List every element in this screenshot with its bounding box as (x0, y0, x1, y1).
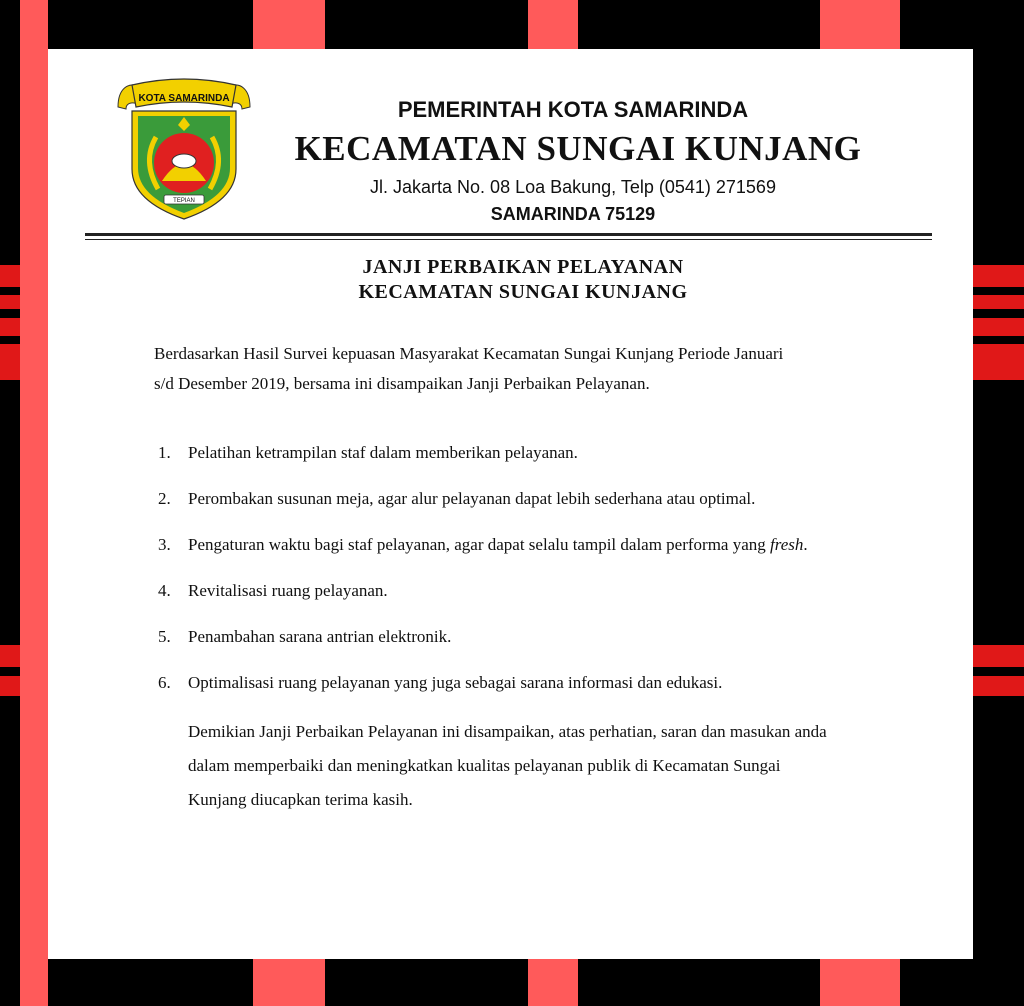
list-item-text: Penambahan sarana antrian elektronik. (188, 627, 452, 646)
document-title-line-2: KECAMATAN SUNGAI KUNJANG (358, 281, 688, 303)
intro-paragraph (154, 339, 914, 399)
frame-left-band-3 (0, 318, 20, 336)
closing-line-2: dalam memperbaiki dan meningkatkan kualitas pelayanan publik di Kecamatan Sungai (188, 756, 781, 775)
frame-right-band-5 (973, 645, 1024, 667)
closing-paragraph (188, 715, 948, 817)
list-item (158, 533, 938, 579)
frame-right-band-6 (973, 676, 1024, 696)
frame-left-stripe (20, 0, 48, 1006)
list-item-number: 2. (158, 489, 171, 508)
frame-bottom-block-3 (820, 959, 900, 1006)
document-title (198, 255, 848, 305)
list-item-text: Pengaturan waktu bagi staf pelayanan, agar dapat selalu tampil dalam performa yang (188, 535, 771, 554)
list-item (158, 441, 938, 487)
list-item-text: Perombakan susunan meja, agar alur pelayanan dapat lebih sederhana atau optimal. (188, 489, 756, 508)
office-city: SAMARINDA 75129 (490, 204, 656, 224)
document-paper (48, 49, 973, 959)
closing-line-3: Kunjang diucapkan terima kasih. (188, 790, 413, 809)
header-divider-thick (85, 233, 932, 236)
list-item-end: . (803, 535, 808, 554)
list-item (158, 579, 938, 625)
frame-left-band-1 (0, 265, 20, 287)
list-item-number: 3. (158, 535, 171, 554)
intro-line-2: s/d Desember 2019, bersama ini disampaikan Janji Perbaikan Pelayanan. (154, 374, 650, 393)
list-item-text-wrap (188, 533, 808, 557)
office-name: KECAMATAN SUNGAI KUNJANG (294, 129, 862, 168)
government-name: PEMERINTAH KOTA SAMARINDA (397, 97, 749, 122)
list-item-text: Revitalisasi ruang pelayanan. (188, 581, 388, 600)
list-item-text: Optimalisasi ruang pelayanan yang juga sebagai sarana informasi dan edukasi. (188, 673, 723, 692)
frame-left-band-6 (0, 676, 20, 696)
frame-top-block-3 (820, 0, 900, 49)
frame-right-band-4 (973, 344, 1024, 380)
list-item (158, 487, 938, 533)
list-item-text: Pelatihan ketrampilan staf dalam memberikan pelayanan. (188, 443, 578, 462)
list-item-number: 5. (158, 627, 171, 646)
closing-line-1: Demikian Janji Perbaikan Pelayanan ini disampaikan, atas perhatian, saran dan masukan anda (188, 722, 827, 741)
logo-ribbon-text: TEPIAN (173, 198, 195, 204)
frame-left-band-4 (0, 344, 20, 380)
list-item-number: 6. (158, 673, 171, 692)
list-item-italic-word: fresh (770, 535, 804, 554)
frame-right-band-2 (973, 295, 1024, 309)
commitment-list (158, 441, 938, 717)
frame-left-band-2 (0, 295, 20, 309)
frame-top-block-1 (253, 0, 325, 49)
document-title-line-1: JANJI PERBAIKAN PELAYANAN (362, 256, 684, 278)
header-divider-thin (85, 239, 932, 240)
intro-line-1: Berdasarkan Hasil Survei kepuasan Masyarakat Kecamatan Sungai Kunjang Periode Januari (154, 344, 784, 363)
frame-left-band-5 (0, 645, 20, 667)
list-item (158, 671, 938, 717)
frame-right-band-1 (973, 265, 1024, 287)
frame-bottom-block-2 (528, 959, 578, 1006)
list-item (158, 625, 938, 671)
list-item-number: 1. (158, 443, 171, 462)
office-address: Jl. Jakarta No. 08 Loa Bakung, Telp (0541) 271569 (370, 177, 776, 197)
frame-right-band-3 (973, 318, 1024, 336)
list-item-number: 4. (158, 581, 171, 600)
frame-top-block-2 (528, 0, 578, 49)
logo-banner-text: KOTA SAMARINDA (138, 93, 230, 104)
city-emblem-logo (114, 77, 254, 222)
frame-bottom-block-1 (253, 959, 325, 1006)
